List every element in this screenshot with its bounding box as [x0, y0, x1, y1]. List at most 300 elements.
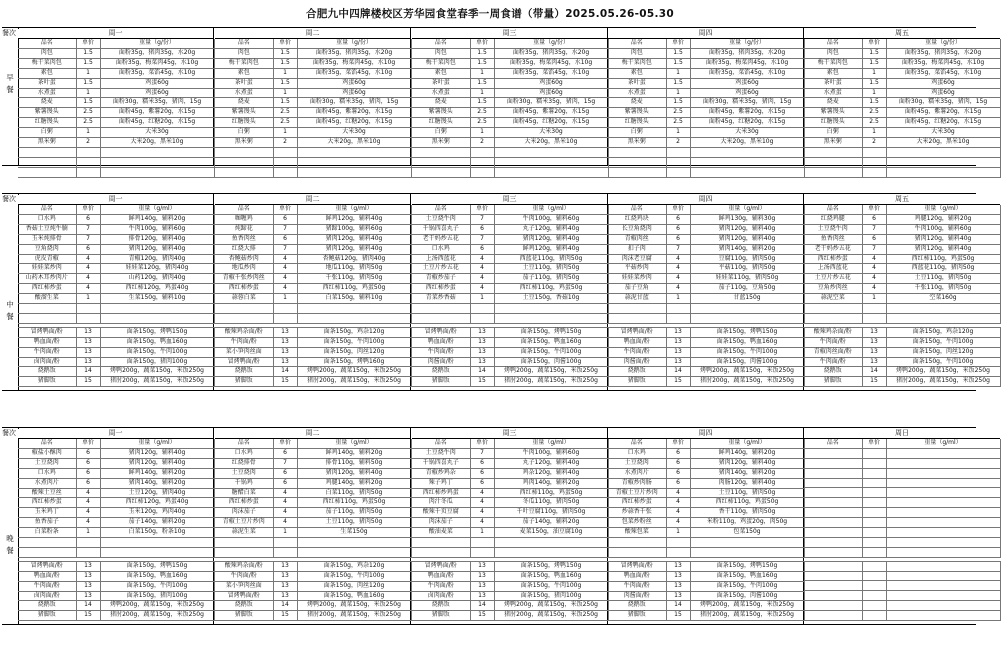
table-row — [804, 304, 1000, 314]
table-row — [608, 547, 804, 557]
table-row — [804, 498, 1000, 508]
day-header: 周二 — [215, 194, 410, 205]
cell-price: 2.5 — [470, 118, 494, 128]
cell-name — [215, 157, 273, 167]
table-row — [804, 528, 1000, 538]
col-header-price: 单价 — [862, 439, 886, 448]
cell-weight: 千张110g，猪肉50g — [886, 284, 1000, 294]
table-row — [804, 547, 1000, 557]
cell-weight: 生菜150g，辅料10g — [100, 294, 214, 304]
table-row — [18, 538, 214, 548]
cell-weight: 西红柿110g，鸡蛋50g — [297, 498, 411, 508]
table-row — [412, 68, 608, 78]
cell-name: 青椒炒鸡杂 — [412, 468, 470, 478]
table-row — [215, 274, 411, 284]
cell-name: 牛肉面/粉 — [18, 347, 76, 357]
col-header-name: 品名 — [804, 39, 862, 48]
cell-name: 红糖馒头 — [18, 118, 76, 128]
cell-price: 13 — [76, 581, 100, 591]
cell-weight — [690, 547, 804, 557]
cell-name — [412, 147, 470, 157]
cell-weight: 面条150g，鸭血160g — [494, 337, 608, 347]
cell-weight: 面条150g，牛肉100g — [100, 581, 214, 591]
cell-weight — [494, 313, 608, 323]
table-row — [18, 488, 214, 498]
table-row — [18, 157, 214, 167]
cell-name: 紫薯馒头 — [608, 108, 666, 118]
cell-name: 蒜泥甘蓝 — [608, 294, 666, 304]
table-row — [804, 458, 1000, 468]
cell-price: 13 — [862, 337, 886, 347]
cell-weight: 面粉35g，猪肉35g，水20g — [886, 48, 1000, 58]
cell-weight: 面粉35g，梅菜肉45g，水10g — [297, 58, 411, 68]
cell-price: 4 — [666, 254, 690, 264]
cell-price: 13 — [666, 581, 690, 591]
meal-column — [2, 28, 19, 165]
cell-weight: 猪肉140g，辅料20g — [690, 244, 804, 254]
cell-price: 13 — [470, 347, 494, 357]
cell-weight — [690, 538, 804, 548]
table-row — [412, 377, 608, 387]
cell-price: 13 — [666, 347, 690, 357]
table-row — [804, 571, 1000, 581]
cell-price: 4 — [76, 488, 100, 498]
table-row — [608, 313, 804, 323]
cell-name — [412, 157, 470, 167]
cell-weight: 冬瓜110g，猪肉50g — [494, 498, 608, 508]
cell-price: 1.5 — [76, 48, 100, 58]
cell-name: 冒烤鸭面/粉 — [18, 327, 76, 337]
table-row — [412, 357, 608, 367]
cell-weight — [886, 157, 1000, 167]
table-row — [412, 304, 608, 314]
cell-name — [804, 167, 862, 177]
cell-weight: 面条150g，鸭血160g — [100, 571, 214, 581]
col-header-price: 单价 — [273, 39, 297, 48]
table-row — [804, 468, 1000, 478]
cell-price: 2.5 — [76, 118, 100, 128]
cell-weight: 猪肘200g，蔬菜150g，米饭250g — [100, 377, 214, 387]
table-row — [608, 538, 804, 548]
cell-name — [412, 304, 470, 314]
cell-name: 肉沫茄子 — [412, 518, 470, 528]
table-row — [215, 337, 411, 347]
table-row — [18, 274, 214, 284]
col-header-weight: 重量（g/份） — [690, 39, 804, 48]
cell-name: 烧鹅饭 — [412, 367, 470, 377]
cell-price: 14 — [862, 367, 886, 377]
table-row — [18, 98, 214, 108]
cell-price: 14 — [470, 367, 494, 377]
cell-weight: 猪肉120g，辅料40g — [886, 234, 1000, 244]
cell-price — [470, 167, 494, 177]
cell-price: 4 — [273, 264, 297, 274]
cell-price: 6 — [76, 244, 100, 254]
table-row — [215, 561, 411, 571]
col-header-price: 单价 — [666, 205, 690, 214]
table-row — [608, 244, 804, 254]
table-row — [18, 284, 214, 294]
cell-price: 4 — [76, 498, 100, 508]
cell-price — [862, 611, 886, 621]
cell-name — [18, 304, 76, 314]
cell-weight — [494, 538, 608, 548]
cell-name: 烧麦 — [18, 98, 76, 108]
cell-price: 13 — [273, 571, 297, 581]
table-row — [215, 224, 411, 234]
cell-price: 13 — [470, 327, 494, 337]
cell-price: 7 — [76, 224, 100, 234]
cell-weight: 面粉45g，红糖20g，水15g — [886, 118, 1000, 128]
table-row — [18, 337, 214, 347]
cell-weight: 鲜鸡140g，辅料20g — [297, 448, 411, 458]
cell-price: 13 — [76, 327, 100, 337]
cell-weight: 面条150g，鸭血160g — [100, 337, 214, 347]
day-column — [608, 28, 804, 165]
cell-price — [76, 157, 100, 167]
cell-price: 1.5 — [273, 78, 297, 88]
cell-weight: 面条150g，烤鸭150g — [690, 561, 804, 571]
cell-name: 白粥 — [18, 128, 76, 138]
cell-name: 千锅四喜丸子 — [412, 458, 470, 468]
table-row — [608, 294, 804, 304]
cell-name — [804, 601, 862, 611]
table-row — [215, 304, 411, 314]
cell-price: 1 — [862, 88, 886, 98]
cell-weight: 大米30g — [494, 128, 608, 138]
table-row — [18, 601, 214, 611]
table-row — [215, 58, 411, 68]
cell-weight: 白菜150g，粉条10g — [100, 528, 214, 538]
cell-name: 水煮蛋 — [18, 88, 76, 98]
table-row — [412, 128, 608, 138]
cell-price: 13 — [273, 561, 297, 571]
table-row — [804, 508, 1000, 518]
cell-price: 1 — [862, 68, 886, 78]
cell-name — [804, 581, 862, 591]
cell-name: 红烧鸡腿 — [804, 214, 862, 224]
cell-weight: 烤鸭200g，蔬菜150g，米饭250g — [100, 601, 214, 611]
cell-weight — [886, 561, 1000, 571]
cell-name: 酸辣鸡杂面/粉 — [215, 561, 273, 571]
cell-weight: 猪肉120g，辅料40g — [297, 468, 411, 478]
table-row — [804, 294, 1000, 304]
table-row — [18, 571, 214, 581]
table-row — [215, 167, 411, 177]
cell-weight: 面条150g，牛肉100g — [690, 581, 804, 591]
cell-price: 13 — [666, 327, 690, 337]
table-row — [215, 118, 411, 128]
table-row — [608, 128, 804, 138]
menu-table — [18, 439, 215, 621]
table-header-row — [608, 439, 804, 448]
day-column — [608, 428, 804, 624]
table-row — [608, 458, 804, 468]
cell-name — [804, 448, 862, 458]
cell-name: 炒蒜香千张 — [608, 508, 666, 518]
meal-label-char: 餐 — [6, 85, 14, 94]
cell-name: 牛肉面/粉 — [412, 347, 470, 357]
cell-weight — [100, 547, 214, 557]
cell-weight: 面粉30g，糯米35g，猪肉，15g — [494, 98, 608, 108]
cell-weight: 杏鲍菇120g，猪肉40g — [297, 254, 411, 264]
cell-name: 冒烤鸭面/粉 — [608, 327, 666, 337]
table-row — [804, 274, 1000, 284]
table-row — [412, 468, 608, 478]
cell-name — [412, 538, 470, 548]
cell-weight: 牛肉100g，辅料60g — [100, 224, 214, 234]
cell-weight: 面粉35g，菜馅45g，水10g — [100, 68, 214, 78]
cell-weight — [886, 313, 1000, 323]
table-row — [412, 561, 608, 571]
table-row — [608, 518, 804, 528]
table-header-row — [18, 205, 214, 214]
cell-weight: 猪肉140g，辅料20g — [690, 468, 804, 478]
cell-price: 2.5 — [273, 108, 297, 118]
cell-weight — [886, 304, 1000, 314]
table-row — [412, 274, 608, 284]
table-row — [608, 118, 804, 128]
cell-weight: 面条150g，牛肉100g — [297, 571, 411, 581]
table-row — [804, 118, 1000, 128]
cell-name: 蒜泥空菜 — [804, 294, 862, 304]
cell-weight: 西红柿120g，鸡蛋40g — [100, 498, 214, 508]
cell-price: 4 — [470, 284, 494, 294]
table-row — [804, 88, 1000, 98]
cell-weight: 面粉45g，紫薯20g，水15g — [690, 108, 804, 118]
cell-weight: 面粉45g，紫薯20g，水15g — [886, 108, 1000, 118]
cell-price: 2.5 — [862, 118, 886, 128]
menu-table — [804, 39, 1001, 178]
cell-name: 土豆烧肉 — [18, 458, 76, 468]
cell-weight: 面粉35g，猪肉35g，水20g — [297, 48, 411, 58]
cell-weight — [690, 304, 804, 314]
col-header-price: 单价 — [273, 439, 297, 448]
cell-name: 烧麦 — [412, 98, 470, 108]
table-row — [215, 498, 411, 508]
col-header-name: 品名 — [608, 39, 666, 48]
cell-weight: 猪肉120g，辅料40g — [100, 458, 214, 468]
table-row — [412, 347, 608, 357]
cell-price: 6 — [76, 448, 100, 458]
cell-price: 13 — [470, 357, 494, 367]
cell-price: 4 — [666, 488, 690, 498]
cell-price: 13 — [470, 337, 494, 347]
cell-weight: 茄子110g，豆角50g — [690, 284, 804, 294]
cell-name: 肉汁冬瓜 — [412, 498, 470, 508]
cell-weight: 鸡蛋60g — [100, 88, 214, 98]
meal-corner-header: 餐次 — [2, 429, 24, 438]
cell-weight: 面条150g，牛肉100g — [100, 347, 214, 357]
cell-weight — [886, 518, 1000, 528]
cell-price: 14 — [666, 367, 690, 377]
cell-weight: 面条150g，牛肉100g — [494, 581, 608, 591]
cell-price: 13 — [666, 561, 690, 571]
cell-price: 2.5 — [470, 108, 494, 118]
table-row — [18, 478, 214, 488]
table-row — [215, 234, 411, 244]
table-row — [608, 337, 804, 347]
cell-weight — [886, 458, 1000, 468]
cell-price — [862, 518, 886, 528]
cell-weight — [886, 537, 1000, 547]
cell-weight: 面粉35g，菜馅45g，水10g — [690, 68, 804, 78]
cell-weight: 面粉35g，猪肉35g，水20g — [690, 48, 804, 58]
table-row — [608, 591, 804, 601]
cell-name: 烧麦 — [608, 98, 666, 108]
cell-price: 15 — [76, 611, 100, 621]
cell-weight — [100, 538, 214, 548]
table-header-row — [804, 439, 1000, 448]
meal-label-char: 晚 — [6, 534, 14, 543]
cell-price: 1 — [76, 128, 100, 138]
cell-name: 卤肉面/粉 — [412, 591, 470, 601]
cell-name: 白菜粉条 — [18, 528, 76, 538]
table-row — [412, 458, 608, 468]
cell-weight: 鸡腿120g，辅料20g — [886, 214, 1000, 224]
cell-name: 鸭血面/粉 — [18, 337, 76, 347]
table-row — [18, 88, 214, 98]
cell-name — [608, 313, 666, 323]
cell-price: 1.5 — [273, 98, 297, 108]
cell-name: 土豆烧牛肉 — [412, 214, 470, 224]
cell-price: 1.5 — [862, 78, 886, 88]
table-row — [804, 327, 1000, 337]
cell-name — [18, 313, 76, 323]
table-row — [804, 157, 1000, 167]
cell-price: 1.5 — [76, 78, 100, 88]
cell-weight — [297, 147, 411, 157]
cell-name — [215, 147, 273, 157]
cell-weight: 白菜150g，辅料10g — [297, 294, 411, 304]
cell-weight: 面条150g，烤鸭150g — [100, 561, 214, 571]
cell-weight: 鸡蛋60g — [297, 78, 411, 88]
cell-weight — [886, 508, 1000, 518]
cell-price: 1 — [470, 88, 494, 98]
cell-price: 1 — [470, 68, 494, 78]
cell-weight: 面粉30g，糯米35g，猪肉，15g — [690, 98, 804, 108]
col-header-price: 单价 — [470, 439, 494, 448]
cell-price — [470, 547, 494, 557]
cell-name: 青椒土豆片炒肉 — [608, 488, 666, 498]
cell-weight — [886, 498, 1000, 508]
cell-name — [412, 167, 470, 177]
cell-name: 鸭血面/粉 — [412, 337, 470, 347]
col-header-name: 品名 — [608, 439, 666, 448]
day-column — [18, 428, 214, 624]
cell-name: 冒烤鸭面/粉 — [412, 327, 470, 337]
cell-price: 13 — [666, 357, 690, 367]
cell-price: 1.5 — [470, 98, 494, 108]
cell-price: 6 — [666, 448, 690, 458]
cell-weight: 面条150g，肉丝120g — [297, 347, 411, 357]
cell-name: 黑米粥 — [412, 138, 470, 148]
cell-name: 玉米炖排骨 — [18, 234, 76, 244]
table-row — [215, 468, 411, 478]
table-row — [215, 254, 411, 264]
cell-weight — [886, 478, 1000, 488]
cell-price: 1 — [273, 528, 297, 538]
cell-price: 4 — [470, 254, 494, 264]
cell-price: 7 — [76, 234, 100, 244]
table-row — [804, 128, 1000, 138]
cell-weight: 面条150g，鸡杂120g — [886, 327, 1000, 337]
cell-name: 包菜炒粉丝 — [608, 518, 666, 528]
cell-price — [862, 498, 886, 508]
cell-name: 肉酱面/粉 — [412, 357, 470, 367]
cell-weight: 面条150g，肉酱100g — [690, 357, 804, 367]
cell-price — [273, 313, 297, 323]
table-row — [18, 458, 214, 468]
table-row — [804, 478, 1000, 488]
cell-weight — [494, 547, 608, 557]
cell-weight: 西蓝花110g，猪肉50g — [886, 264, 1000, 274]
meal-column — [2, 194, 19, 390]
cell-price — [862, 304, 886, 314]
table-row — [608, 601, 804, 611]
cell-name: 土豆烧牛肉 — [804, 224, 862, 234]
cell-name: 猪脚饭 — [215, 611, 273, 621]
cell-name — [804, 561, 862, 571]
table-row — [608, 274, 804, 284]
cell-name: 梅干菜肉包 — [18, 58, 76, 68]
cell-weight — [297, 547, 411, 557]
cell-price: 1 — [666, 68, 690, 78]
table-row — [18, 224, 214, 234]
cell-name: 鱼香茄子 — [18, 518, 76, 528]
cell-weight: 烤鸭200g，蔬菜150g，米饭250g — [690, 367, 804, 377]
cell-name: 扣子肉 — [608, 244, 666, 254]
cell-weight: 鸡肉140g，辅料20g — [494, 478, 608, 488]
cell-weight: 玉米120g，鸡肉40g — [100, 508, 214, 518]
table-row — [215, 591, 411, 601]
table-row — [608, 284, 804, 294]
meal-corner-header: 餐次 — [2, 29, 24, 38]
cell-weight: 猪肘200g，蔬菜150g，米饭250g — [100, 611, 214, 621]
cell-name: 素包 — [215, 68, 273, 78]
cell-price: 1 — [862, 128, 886, 138]
cell-name: 素包 — [804, 68, 862, 78]
cell-weight: 土豆150g，香菇10g — [494, 294, 608, 304]
cell-price: 2.5 — [666, 118, 690, 128]
cell-weight: 西红柿110g，鸡蛋50g — [494, 284, 608, 294]
table-row — [608, 68, 804, 78]
cell-price — [862, 528, 886, 538]
cell-weight: 面粉35g，梅菜肉45g，水10g — [690, 58, 804, 68]
cell-weight — [886, 448, 1000, 458]
cell-weight: 排骨110g，辅料50g — [297, 458, 411, 468]
meal-label-char: 餐 — [6, 546, 14, 555]
table-row — [215, 547, 411, 557]
cell-price: 14 — [273, 601, 297, 611]
cell-name: 烧鹅饭 — [215, 367, 273, 377]
cell-weight: 面条150g，猪肉100g — [100, 357, 214, 367]
cell-weight: 鸡蛋60g — [297, 88, 411, 98]
table-row — [18, 304, 214, 314]
cell-name: 口水鸡 — [608, 448, 666, 458]
cell-weight: 面条150g，牛肉100g — [690, 347, 804, 357]
table-row — [18, 591, 214, 601]
cell-price: 13 — [273, 347, 297, 357]
table-row — [215, 488, 411, 498]
cell-price: 7 — [862, 224, 886, 234]
cell-name — [608, 147, 666, 157]
cell-name: 肉酱面/粉 — [608, 357, 666, 367]
cell-weight — [100, 147, 214, 157]
cell-price — [470, 147, 494, 157]
menu-table — [804, 439, 1001, 621]
table-row — [18, 58, 214, 68]
